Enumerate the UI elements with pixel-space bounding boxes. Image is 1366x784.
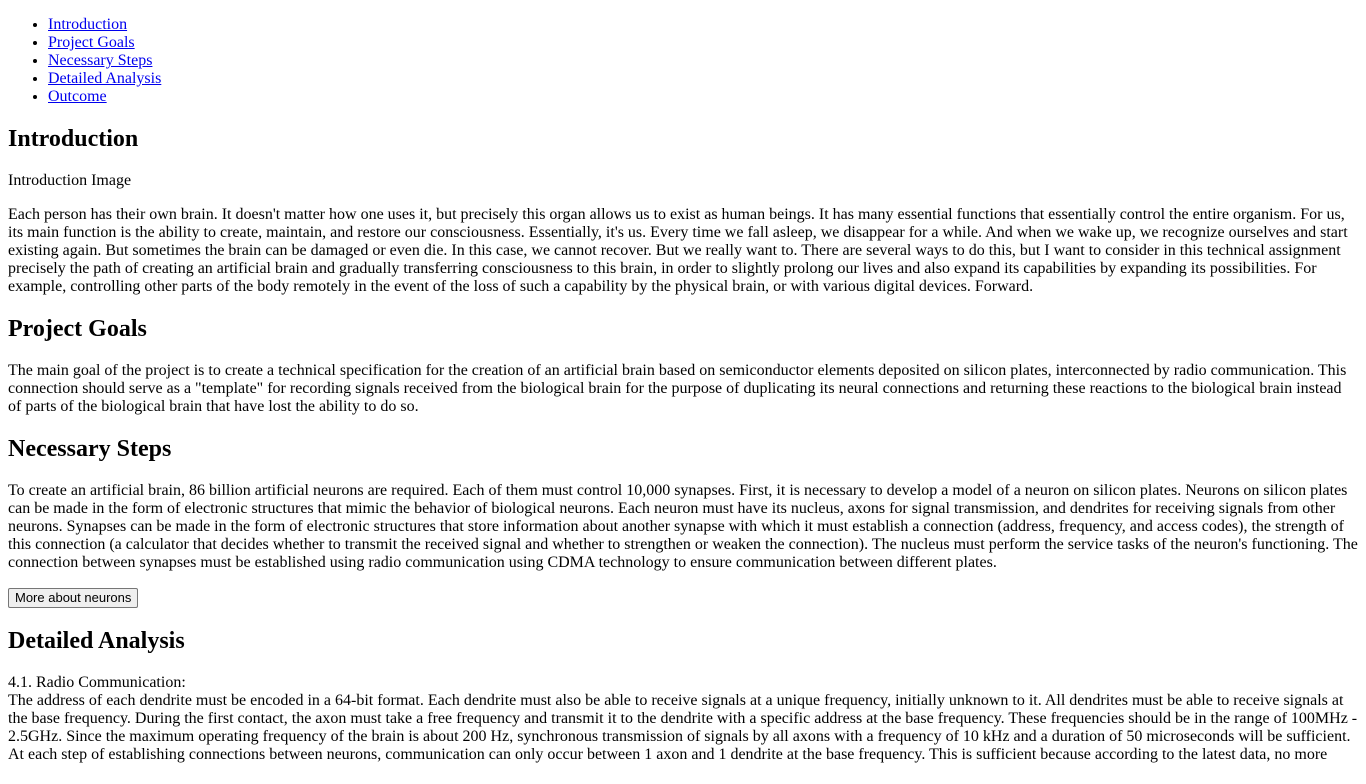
introduction-section [8, 125, 1358, 296]
toc-item-project-goals [48, 34, 1358, 52]
project-goals-heading: Project Goals [8, 316, 147, 342]
project-goals-paragraph: The main goal of the project is to create a technical specification for the creation of an artificial brain based on semiconductor elements deposited on silicon plates, interconnected by radio communication. This connection should serve as a "template" for recording signals received from the biological brain for the purpose of duplicating its neural connections and returning these reactions to the biological brain instead of parts of the biological brain that have lost the ability to do so. [8, 362, 1347, 415]
radio-communication-subheading: 4.1. Radio Communication: [8, 674, 186, 691]
detailed-analysis-heading: Detailed Analysis [8, 628, 185, 654]
introduction-image [8, 172, 1358, 190]
introduction-paragraph: Each person has their own brain. It doesn't matter how one uses it, but precisely this organ allows us to exist as human beings. It has many essential functions that essentially control the entire organism. For us, its main function is the ability to create, maintain, and restore our consciousness. Essentially, it's us. Every time we fall asleep, we disappear for a while. And when we wake up, we recognize ourselves and start existing again. But sometimes the brain can be damaged or even die. In this case, we cannot recover. But we really want to. There are several ways to do this, but I want to consider in this technical assignment precisely the path of creating an artificial brain and gradually transferring consciousness to this brain, in order to slightly prolong our lives and also expand its capabilities by expanding its possibilities. For example, controlling other parts of the body remotely in the event of the loss of such a capability by the physical brain, or with various digital devices. Forward. [8, 206, 1348, 295]
toc-link-introduction[interactable]: Introduction [48, 16, 128, 33]
toc-item-necessary-steps [48, 52, 1358, 70]
toc-link-necessary-steps[interactable]: Necessary Steps [48, 52, 153, 69]
radio-communication-text: The address of each dendrite must be encoded in a 64-bit format. Each dendrite must also be able to receive signals at a unique frequency, initially unknown to it. All dendrites must be able to receive signals at the base frequency. During the first contact, the axon must take a free frequency and transmit it to the dendrite with a specific address at the base frequency. These frequencies should be in the range of 100MHz - 2.5GHz. Since the maximum operating frequency of the brain is about 200 Hz, synchronous transmission of signals by all axons with a frequency of 10 kHz and a duration of 50 microseconds will be sufficient. At each step of establishing connections between neurons, communication can only occur between 1 axon and 1 dendrite at the base frequency. This is sufficient because according to the latest data, no more [8, 692, 1358, 763]
more-about-neurons-wrap [8, 588, 1358, 608]
toc-item-introduction [48, 16, 1358, 34]
table-of-contents [8, 16, 1358, 106]
introduction-heading: Introduction [8, 126, 139, 152]
toc-link-project-goals[interactable]: Project Goals [48, 34, 135, 51]
toc-link-detailed-analysis[interactable]: Detailed Analysis [48, 70, 162, 87]
toc-link-outcome[interactable]: Outcome [48, 88, 107, 105]
page [0, 16, 1366, 764]
necessary-steps-section [8, 435, 1358, 608]
radio-communication-paragraph [8, 674, 1358, 764]
project-goals-section [8, 315, 1358, 416]
toc-item-outcome [48, 88, 1358, 106]
introduction-image-alt-text: Introduction Image [8, 172, 132, 189]
more-about-neurons-button[interactable]: More about neurons [8, 588, 138, 608]
necessary-steps-paragraph: To create an artificial brain, 86 billion artificial neurons are required. Each of them must control 10,000 synapses. First, it is necessary to develop a model of a neuron on silicon plates. Neurons on silicon plates can be made in the form of electronic structures that mimic the behavior of biological neurons. Each neuron must have its nucleus, axons for signal transmission, and dendrites for receiving signals from other neurons. Synapses can be made in the form of electronic structures that store information about another synapse with which it must establish a connection (address, frequency, and access codes), the strength of this connection (a calculator that decides whether to transmit the received signal and whether to strengthen or weaken the connection). The nucleus must perform the service tasks of the neuron's functioning. The connection between synapses must be established using radio communication using CDMA technology to ensure communication between different plates. [8, 482, 1358, 571]
necessary-steps-heading: Necessary Steps [8, 436, 172, 462]
toc-item-detailed-analysis [48, 70, 1358, 88]
detailed-analysis-section [8, 627, 1358, 764]
